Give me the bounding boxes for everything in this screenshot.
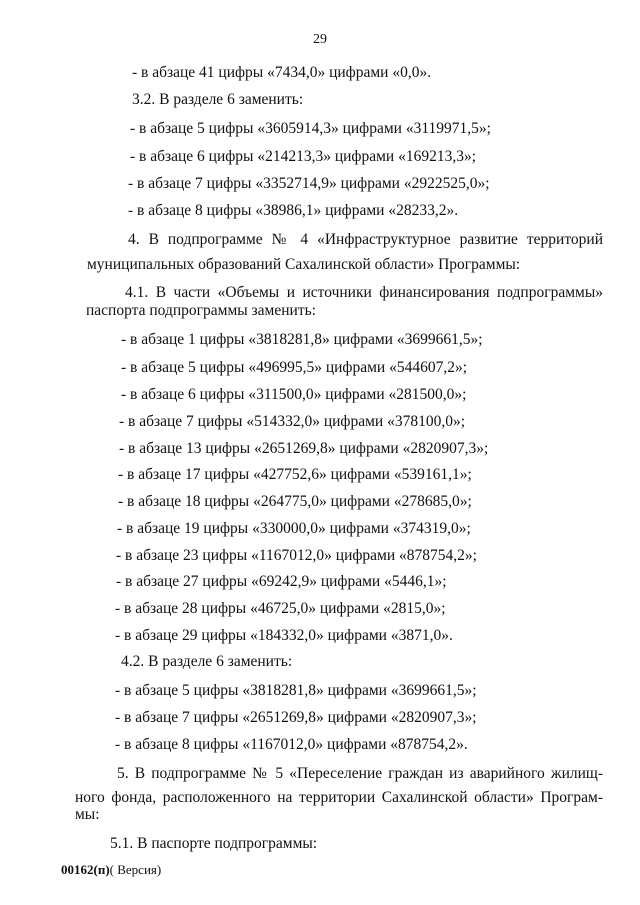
text-line: - в абзаце 17 цифры «427752,6» цифрами «539161,1»;: [118, 466, 472, 483]
document-code: 00162(п): [61, 862, 110, 877]
text-line: 5. В подпрограмме № 5 «Переселение граждан из аварийного жилищ-: [117, 765, 603, 782]
text-line: - в абзаце 5 цифры «3605914,3» цифрами «3119971,5»;: [130, 120, 491, 137]
text-line: - в абзаце 28 цифры «46725,0» цифрами «2815,0»;: [115, 600, 446, 617]
text-line: - в абзаце 6 цифры «214213,3» цифрами «169213,3»;: [130, 148, 477, 165]
text-line: - в абзаце 13 цифры «2651269,8» цифрами «2820907,3»;: [119, 440, 489, 457]
text-line: - в абзаце 7 цифры «2651269,8» цифрами «2820907,3»;: [115, 709, 477, 726]
text-line: паспорта подпрограммы заменить:: [86, 302, 316, 319]
text-line: - в абзаце 5 цифры «3818281,8» цифрами «3699661,5»;: [115, 682, 477, 699]
text-line: - в абзаце 6 цифры «311500,0» цифрами «281500,0»;: [121, 386, 467, 403]
page-number: 29: [313, 32, 327, 47]
text-line: - в абзаце 19 цифры «330000,0» цифрами «374319,0»;: [117, 520, 471, 537]
text-line: - в абзаце 7 цифры «3352714,9» цифрами «2922525,0»;: [128, 175, 490, 192]
text-line: 5.1. В паспорте подпрограммы:: [110, 835, 318, 852]
text-line: - в абзаце 41 цифры «7434,0» цифрами «0,0».: [132, 64, 432, 81]
text-line: - в абзаце 23 цифры «1167012,0» цифрами «878754,2»;: [116, 547, 477, 564]
text-line: 3.2. В разделе 6 заменить:: [132, 91, 304, 108]
text-line: - в абзаце 29 цифры «184332,0» цифрами «3871,0».: [115, 627, 453, 644]
text-line: 4.1. В части «Объемы и источники финансирования подпрограммы»: [125, 284, 603, 301]
text-line: - в абзаце 27 цифры «69242,9» цифрами «5446,1»;: [116, 573, 447, 590]
document-version: ( Версия): [109, 862, 162, 877]
document-code-footer: [61, 862, 161, 878]
text-line: - в абзаце 8 цифры «1167012,0» цифрами «878754,2».: [115, 736, 468, 753]
text-line: - в абзаце 8 цифры «38986,1» цифрами «28233,2».: [128, 202, 459, 219]
text-line: 4. В подпрограмме № 4 «Инфраструктурное развитие территорий: [128, 231, 603, 248]
text-line: - в абзаце 1 цифры «3818281,8» цифрами «3699661,5»;: [121, 331, 483, 348]
text-line: мы:: [75, 806, 100, 823]
text-line: муниципальных образований Сахалинской области» Программы:: [87, 256, 521, 273]
text-line: - в абзаце 5 цифры «496995,5» цифрами «544607,2»;: [121, 359, 468, 376]
text-line: 4.2. В разделе 6 заменить:: [121, 653, 293, 670]
text-line: ного фонда, расположенного на территории Сахалинской области» Програм-: [75, 789, 603, 806]
text-line: - в абзаце 7 цифры «514332,0» цифрами «378100,0»;: [119, 413, 466, 430]
text-line: - в абзаце 18 цифры «264775,0» цифрами «278685,0»;: [118, 493, 472, 510]
